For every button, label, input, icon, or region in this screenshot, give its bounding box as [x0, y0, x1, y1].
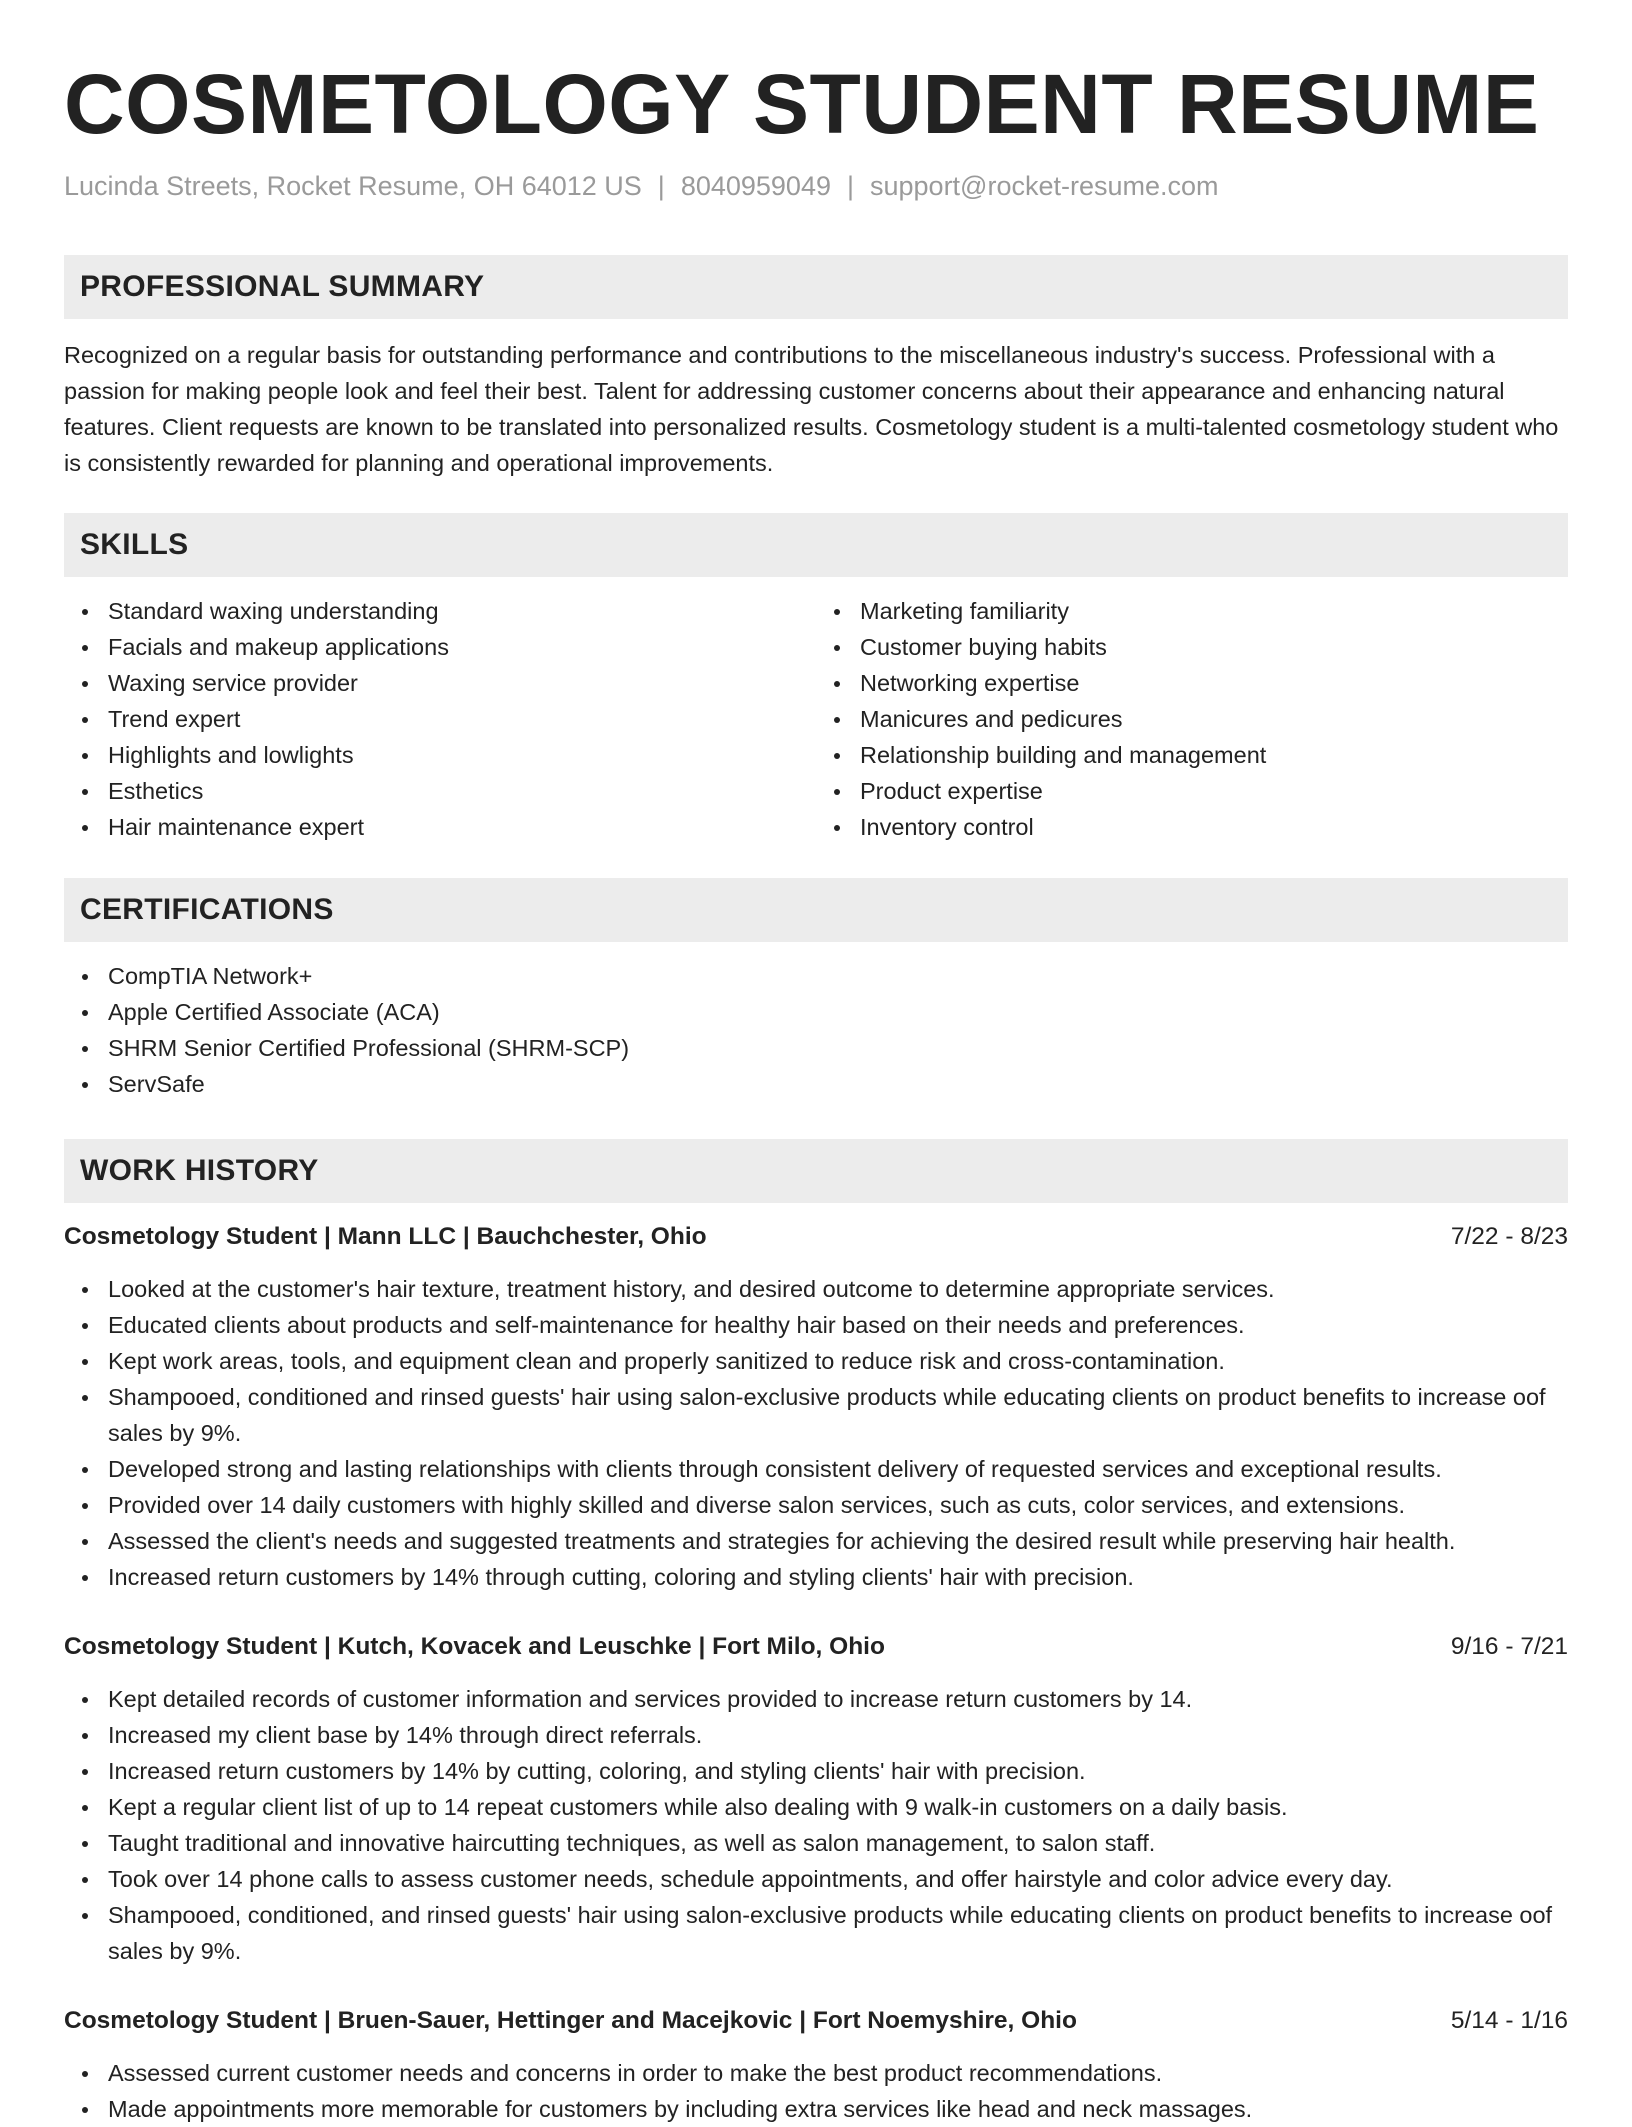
skills-column-right [816, 593, 1568, 845]
certifications-section [64, 878, 1568, 1102]
job-dates: 9/16 - 7/21 [1450, 1633, 1568, 1660]
contact-separator: | [846, 171, 854, 201]
job-dates: 7/22 - 8/23 [1450, 1223, 1568, 1250]
job-bullet: Kept a regular client list of up to 14 repeat customers while also dealing with 9 walk-in customers on a daily basis. [108, 1789, 1568, 1825]
job-entry [64, 1219, 1568, 1595]
job-title: Cosmetology Student | Kutch, Kovacek and Leuschke | Fort Milo, Ohio [64, 1633, 885, 1660]
section-heading: PROFESSIONAL SUMMARY [64, 255, 1568, 319]
professional-summary-section [64, 255, 1568, 481]
section-heading: SKILLS [64, 513, 1568, 577]
job-bullet: Assessed current customer needs and concerns in order to make the best product recommendations. [108, 2055, 1568, 2091]
certifications-list [64, 958, 1568, 1102]
job-title: Cosmetology Student | Bruen-Sauer, Hettinger and Macejkovic | Fort Noemyshire, Ohio [64, 2007, 1077, 2034]
job-bullet: Taught traditional and innovative haircutting techniques, as well as salon management, to salon staff. [108, 1825, 1568, 1861]
resume-title: COSMETOLOGY STUDENT RESUME [64, 57, 1540, 151]
skill-item: Highlights and lowlights [108, 737, 816, 773]
skill-item: Manicures and pedicures [860, 701, 1568, 737]
skills-column-left [64, 593, 816, 845]
job-bullet: Shampooed, conditioned, and rinsed guests' hair using salon-exclusive products while educating clients on product benefits to increase oof sales by 9%. [108, 1897, 1568, 1969]
summary-text: Recognized on a regular basis for outstanding performance and contributions to the miscellaneous industry's success. Professional with a passion for making people look and feel their best. Talent for addressing customer concerns about their appearance and enhancing natural features. Client requests are known to be translated into personalized results. Cosmetology student is a multi-talented cosmetology student who is consistently rewarded for planning and operational improvements. [64, 342, 1559, 476]
job-bullets [64, 1271, 1568, 1595]
job-bullet: Shampooed, conditioned and rinsed guests' hair using salon-exclusive products while educating clients on product benefits to increase oof sales by 9%. [108, 1379, 1568, 1451]
job-bullet: Kept detailed records of customer information and services provided to increase return customers by 14. [108, 1681, 1568, 1717]
skills-grid [64, 593, 1568, 845]
job-bullet: Looked at the customer's hair texture, treatment history, and desired outcome to determine appropriate services. [108, 1271, 1568, 1307]
work-history-section [64, 1139, 1568, 2127]
certification-item: Apple Certified Associate (ACA) [108, 994, 1568, 1030]
skill-item: Networking expertise [860, 665, 1568, 701]
contact-email: support@rocket-resume.com [870, 171, 1219, 201]
job-bullet: Developed strong and lasting relationships with clients through consistent delivery of requested services and exceptional results. [108, 1451, 1568, 1487]
skill-item: Esthetics [108, 773, 816, 809]
job-bullets [64, 2055, 1568, 2127]
contact-separator: | [657, 171, 665, 201]
job-bullet: Made appointments more memorable for customers by including extra services like head and neck massages. [108, 2091, 1568, 2127]
section-heading: CERTIFICATIONS [64, 878, 1568, 942]
skill-item: Relationship building and management [860, 737, 1568, 773]
skill-item: Product expertise [860, 773, 1568, 809]
contact-phone: 8040959049 [680, 171, 831, 201]
skill-item: Inventory control [860, 809, 1568, 845]
skill-item: Waxing service provider [108, 665, 816, 701]
skill-item: Trend expert [108, 701, 816, 737]
skill-item: Standard waxing understanding [108, 593, 816, 629]
section-heading: WORK HISTORY [64, 1139, 1568, 1203]
skill-item: Marketing familiarity [860, 593, 1568, 629]
certification-item: CompTIA Network+ [108, 958, 1568, 994]
job-heading [64, 1219, 1568, 1255]
job-bullets [64, 1681, 1568, 1969]
skills-section [64, 513, 1568, 845]
resume-page [64, 0, 1568, 2127]
certification-item: SHRM Senior Certified Professional (SHRM-SCP) [108, 1030, 1568, 1066]
skill-item: Hair maintenance expert [108, 809, 816, 845]
job-bullet: Increased return customers by 14% by cutting, coloring, and styling clients' hair with precision. [108, 1753, 1568, 1789]
job-bullet: Assessed the client's needs and suggested treatments and strategies for achieving the desired result while preserving hair health. [108, 1523, 1568, 1559]
job-bullet: Increased my client base by 14% through direct referrals. [108, 1717, 1568, 1753]
job-bullet: Kept work areas, tools, and equipment clean and properly sanitized to reduce risk and cross-contamination. [108, 1343, 1568, 1379]
job-title: Cosmetology Student | Mann LLC | Bauchchester, Ohio [64, 1223, 707, 1250]
job-entry [64, 2003, 1568, 2127]
job-bullet: Increased return customers by 14% through cutting, coloring and styling clients' hair with precision. [108, 1559, 1568, 1595]
skill-item: Customer buying habits [860, 629, 1568, 665]
job-bullet: Provided over 14 daily customers with highly skilled and diverse salon services, such as cuts, color services, and extensions. [108, 1487, 1568, 1523]
job-heading [64, 1629, 1568, 1665]
job-bullet: Took over 14 phone calls to assess customer needs, schedule appointments, and offer hairstyle and color advice every day. [108, 1861, 1568, 1897]
contact-address: Lucinda Streets, Rocket Resume, OH 64012 US [64, 171, 642, 201]
certification-item: ServSafe [108, 1066, 1568, 1102]
job-dates: 5/14 - 1/16 [1450, 2007, 1568, 2034]
skill-item: Facials and makeup applications [108, 629, 816, 665]
job-heading [64, 2003, 1568, 2039]
contact-line [64, 168, 1568, 204]
job-entry [64, 1629, 1568, 1969]
job-bullet: Educated clients about products and self-maintenance for healthy hair based on their needs and preferences. [108, 1307, 1568, 1343]
